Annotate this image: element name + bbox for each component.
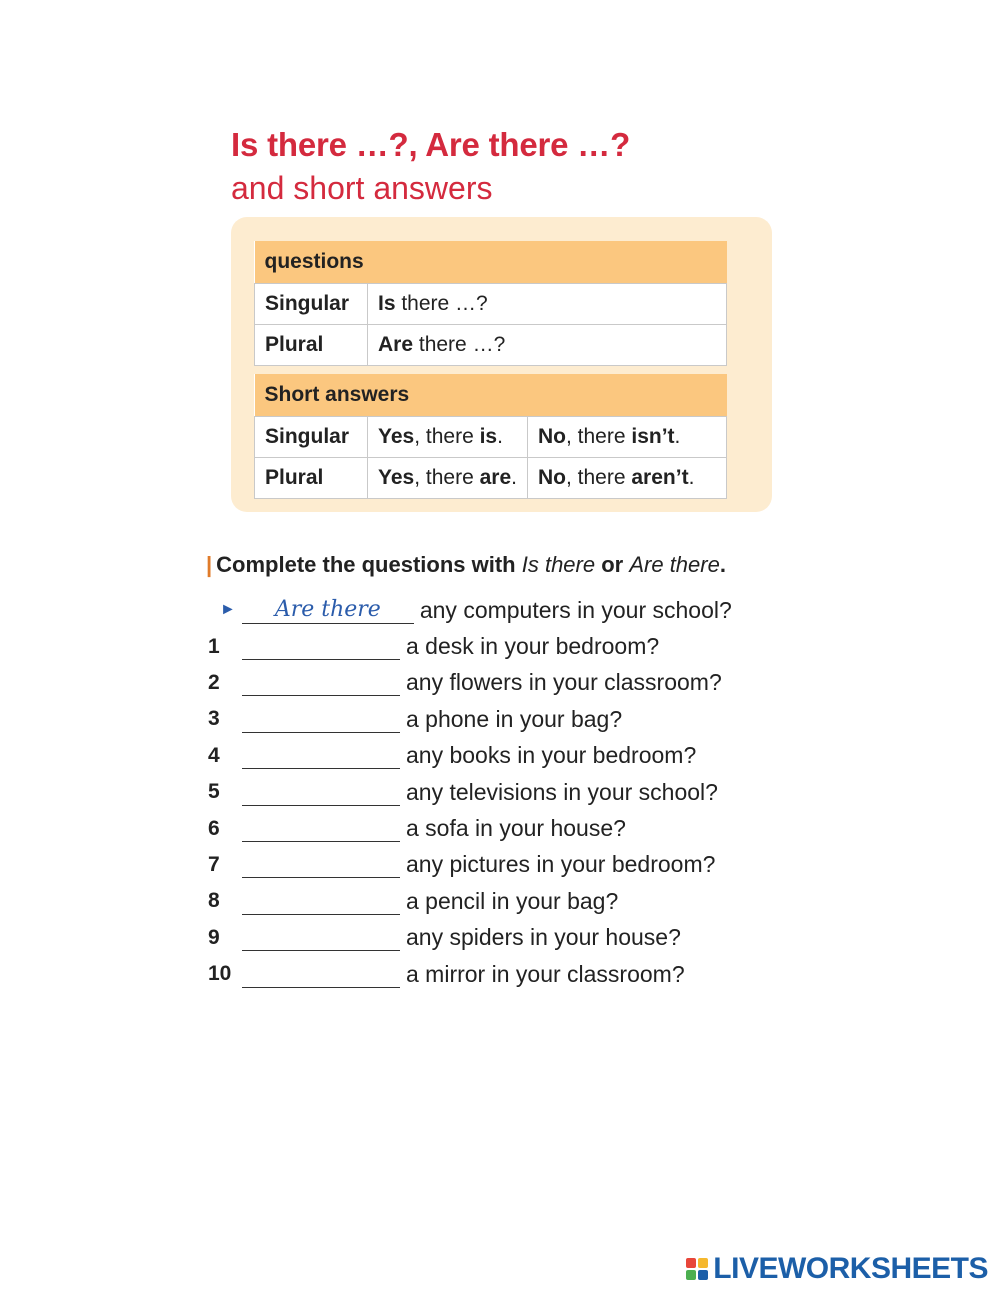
item-number: 10 [208,962,232,986]
answer-input[interactable] [242,924,400,951]
row-form: Is there …? [368,284,727,325]
table-row [255,458,727,499]
list-item [204,628,804,664]
item-number: 3 [208,707,220,731]
question-text: any computers in your school? [419,596,732,623]
item-number: 4 [208,743,220,767]
play-arrow-icon: ► [220,601,236,619]
item-number: 1 [208,634,220,658]
logo-square [698,1270,708,1280]
question-text: a desk in your bedroom? [406,633,660,660]
list-item [204,665,804,701]
list-item [204,883,804,919]
question-text: a pencil in your bag? [406,887,619,914]
question-text: any flowers in your classroom? [406,669,722,696]
no-answer: No, there isn’t. [528,417,727,458]
question-text: any televisions in your school? [406,778,718,805]
item-number: 8 [208,889,220,913]
exercise-list [204,592,804,992]
logo-text: LIVEWORKSHEETS [713,1252,988,1285]
liveworksheets-logo[interactable] [686,1252,988,1286]
item-number: 7 [208,852,220,876]
logo-squares-icon [686,1258,708,1280]
answer-input[interactable] [242,888,400,915]
no-answer: No, there aren’t. [528,458,727,499]
question-text: a mirror in your classroom? [406,960,685,987]
list-item [204,701,804,737]
list-item [204,847,804,883]
table-row [255,325,727,366]
answer-input[interactable] [242,669,400,696]
table-row [255,417,727,458]
grammar-title: Is there …?, Are there …? [231,126,631,163]
list-item [204,738,804,774]
item-number: 6 [208,816,220,840]
answer-input[interactable] [242,851,400,878]
question-text: any spiders in your house? [406,924,681,951]
answer-input[interactable] [242,633,400,660]
row-label: Plural [255,325,368,366]
question-text: a sofa in your house? [406,815,626,842]
logo-square [686,1270,696,1280]
answer-input[interactable] [242,779,400,806]
exercise-marker: | [206,552,213,577]
short-answers-header: Short answers [255,374,727,417]
list-item [204,774,804,810]
exercise-instruction: | Complete the questions with Is there or Are there. [206,552,726,577]
questions-header: questions [255,241,727,284]
question-text: a phone in your bag? [406,705,623,732]
questions-table [254,241,727,366]
example-answer-field [242,597,414,624]
item-number: 5 [208,780,220,804]
answer-input[interactable] [242,815,400,842]
item-number: 2 [208,670,220,694]
row-label: Singular [255,417,368,458]
example-item [204,592,804,628]
grammar-subtitle: and short answers [231,170,493,206]
row-form: Are there …? [368,325,727,366]
list-item [204,956,804,992]
question-text: any pictures in your bedroom? [406,851,716,878]
short-answers-table [254,374,727,499]
row-label: Plural [255,458,368,499]
yes-answer: Yes, there is. [368,417,528,458]
item-number: 9 [208,925,220,949]
row-label: Singular [255,284,368,325]
list-item [204,920,804,956]
question-text: any books in your bedroom? [406,742,697,769]
table-row [255,284,727,325]
yes-answer: Yes, there are. [368,458,528,499]
answer-input[interactable] [242,961,400,988]
answer-input[interactable] [242,742,400,769]
answer-input[interactable] [242,706,400,733]
logo-square [686,1258,696,1268]
logo-square [698,1258,708,1268]
list-item [204,810,804,846]
